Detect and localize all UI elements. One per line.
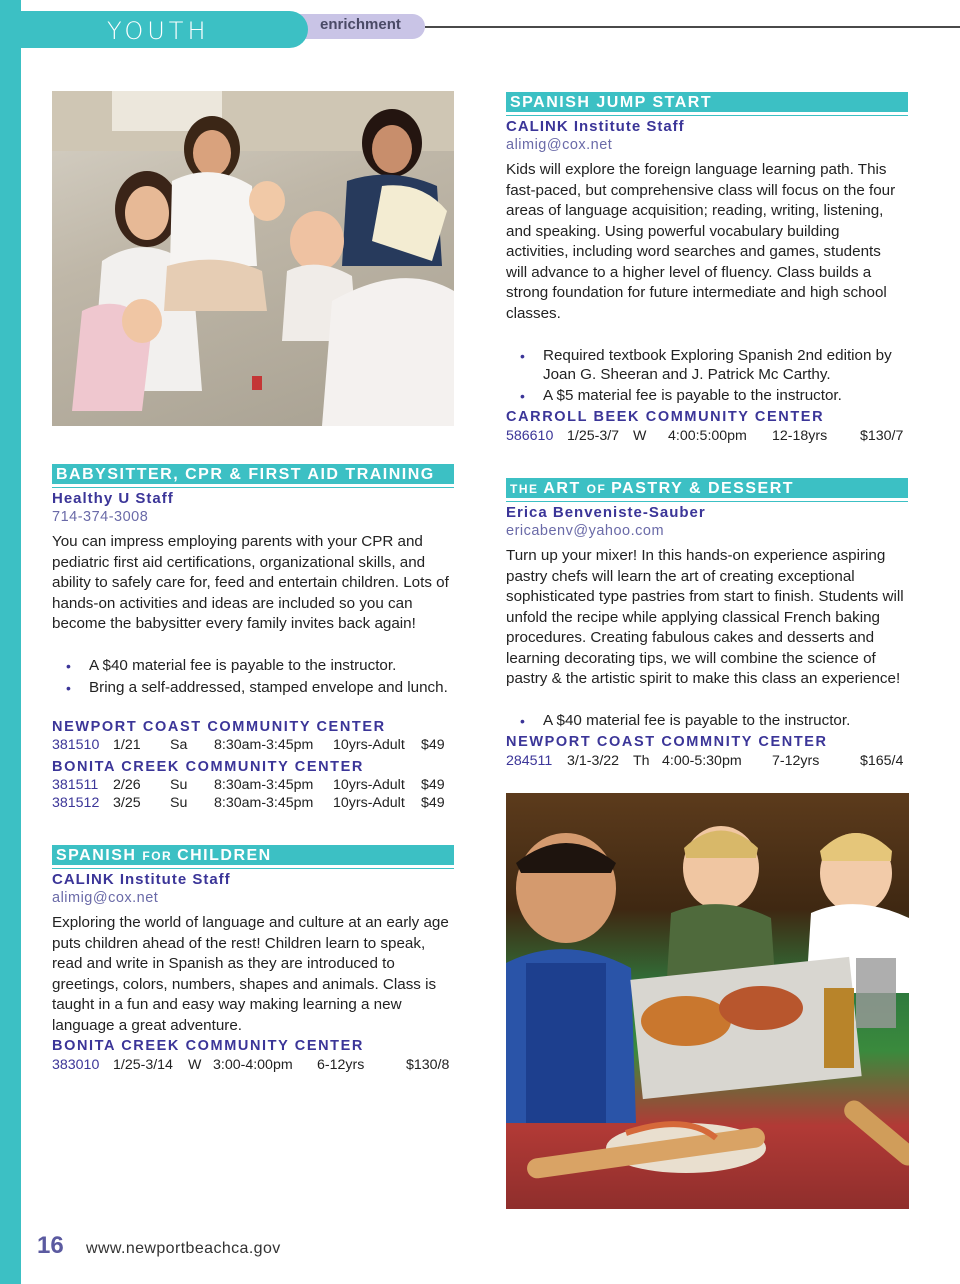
session-day: Th (633, 753, 650, 769)
session-time: 4:00-5:30pm (662, 753, 742, 769)
left-accent-bar (0, 0, 21, 1284)
title-part: PASTRY & DESSERT (611, 480, 795, 497)
session-fee: $49 (421, 737, 445, 753)
session-code[interactable]: 381511 (52, 777, 99, 793)
babysitter-bullet: • Bring a self-addressed, stamped envelope and lunch. (52, 679, 452, 698)
session-fee: $130/8 (406, 1057, 450, 1073)
title-part: THE (510, 482, 544, 496)
session-ages: 10yrs-Adult (333, 737, 405, 753)
spanish-jump-bullet: • Required textbook Exploring Spanish 2nd edition by Joan G. Sheeran and J. Patrick Mc Carthy. (506, 347, 906, 384)
spanish-children-description: Exploring the world of language and culture at an early age puts children ahead of the rest! Children learn to speak, read and write in Spanish as they are introduced to greetings, colors, numbers, shapes and animals. Class is taught in a fun and easy way making learning a new language a great adventure. (52, 914, 449, 1034)
session-code[interactable]: 284511 (506, 753, 553, 769)
spanish-children-title (52, 845, 454, 865)
pastry-title (506, 478, 908, 498)
session-dates: 1/25-3/14 (113, 1057, 173, 1073)
session-row (52, 795, 454, 813)
session-time: 3:00-4:00pm (213, 1057, 293, 1073)
venue-name: NEWPORT COAST COMMNITY CENTER (506, 734, 828, 750)
pastry-class-photo (506, 793, 909, 1209)
babysitter-staff: Healthy U Staff (52, 490, 174, 507)
session-code[interactable]: 586610 (506, 428, 554, 444)
babysitter-description: You can impress employing parents with your CPR and pediatric first aid certifications, organizational skills, and ability to safely care for, feed and entertain children. Lots of hands-on activities and ideas are included so you can become the babysitter every family invites back again! (52, 533, 449, 632)
babysitter-contact[interactable]: 714-374-3008 (52, 509, 149, 525)
website-link[interactable]: www.newportbeachca.gov (86, 1240, 281, 1257)
session-row (52, 777, 454, 795)
spanish-jump-bullet: • A $5 material fee is payable to the instructor. (506, 387, 906, 406)
babysitter-title-text: BABYSITTER, CPR & FIRST AID TRAINING (56, 466, 435, 483)
session-row (52, 737, 454, 755)
session-day: Sa (170, 737, 188, 753)
spanish-children-staff: CALINK Institute Staff (52, 871, 231, 888)
babysitting-photo-art (52, 91, 454, 426)
babysitter-title (52, 464, 454, 484)
session-day: Su (170, 795, 188, 811)
spanish-jump-title-text: SPANISH JUMP START (510, 94, 713, 111)
session-dates: 2/26 (113, 777, 141, 793)
session-row (506, 753, 908, 771)
session-ages: 7-12yrs (772, 753, 820, 769)
session-ages: 10yrs-Adult (333, 777, 405, 793)
venue-name: CARROLL BEEK COMMUNITY CENTER (506, 409, 825, 425)
session-day: W (188, 1057, 202, 1073)
session-time: 8:30am-3:45pm (214, 777, 314, 793)
session-code[interactable]: 383010 (52, 1057, 100, 1073)
session-dates: 3/1-3/22 (567, 753, 620, 769)
session-row (506, 428, 908, 446)
venue-name: NEWPORT COAST COMMUNITY CENTER (52, 719, 386, 735)
pastry-staff: Erica Benveniste-Sauber (506, 504, 706, 521)
session-dates: 1/25-3/7 (567, 428, 620, 444)
session-time: 8:30am-3:45pm (214, 795, 314, 811)
spanish-children-contact[interactable]: alimig@cox.net (52, 890, 159, 906)
session-day: Su (170, 777, 188, 793)
session-code[interactable]: 381510 (52, 737, 100, 753)
spanish-jump-contact[interactable]: alimig@cox.net (506, 137, 613, 153)
session-row (52, 1057, 454, 1075)
pastry-photo-art (506, 793, 909, 1209)
session-code[interactable]: 381512 (52, 795, 100, 811)
spanish-jump-description: Kids will explore the foreign language learning path. This fast-paced, but comprehensive class will focus on the four areas of language acquisition; reading, writing, listening, and speaking. Using powerful vocabulary building activities, including word searches and games, students will advance to a higher level of fluency. Class builds a strong foundation for future intermediate and high school classes. (506, 161, 896, 322)
session-fee: $49 (421, 777, 445, 793)
spanish-jump-title (506, 92, 908, 112)
session-time: 8:30am-3:45pm (214, 737, 314, 753)
page-number: 16 (37, 1232, 64, 1259)
section-tab (0, 11, 308, 48)
subsection-tab (290, 14, 425, 39)
session-fee: $165/4 (860, 753, 904, 769)
venue-name: BONITA CREEK COMMUNITY CENTER (52, 759, 364, 775)
title-part: OF (586, 482, 612, 496)
session-ages: 10yrs-Adult (333, 795, 405, 811)
session-time: 4:00:5:00pm (668, 428, 747, 444)
section-label: YOUTH (107, 17, 210, 45)
pastry-contact[interactable]: ericabenv@yahoo.com (506, 523, 665, 539)
session-fee: $49 (421, 795, 445, 811)
session-ages: 12-18yrs (772, 428, 828, 444)
session-day: W (633, 428, 647, 444)
session-ages: 6-12yrs (317, 1057, 365, 1073)
session-dates: 3/25 (113, 795, 141, 811)
babysitter-bullet: • A $40 material fee is payable to the instructor. (52, 657, 452, 676)
spanish-jump-staff: CALINK Institute Staff (506, 118, 685, 135)
title-part: FOR (142, 849, 178, 863)
title-part: CHILDREN (177, 847, 272, 864)
session-fee: $130/7 (860, 428, 904, 444)
title-part: SPANISH (56, 847, 143, 864)
pastry-description: Turn up your mixer! In this hands-on experience aspiring pastry chefs will learn the art of creating exceptional sophisticated type pastries from start to finish. Students will unfold the recipe while applying classical French baking procedures. Creating fabulous cakes and desserts and learning decorating tips, we will combine the science of pastry & the artistic spirit to make this class an experience! (506, 547, 904, 687)
venue-name: BONITA CREEK COMMUNITY CENTER (52, 1038, 364, 1054)
babysitting-class-photo (52, 91, 454, 426)
title-part: ART (543, 480, 587, 497)
pastry-bullet: • A $40 material fee is payable to the instructor. (506, 712, 906, 731)
header-rule (425, 26, 960, 28)
subsection-label: enrichment (320, 16, 401, 33)
session-dates: 1/21 (113, 737, 141, 753)
